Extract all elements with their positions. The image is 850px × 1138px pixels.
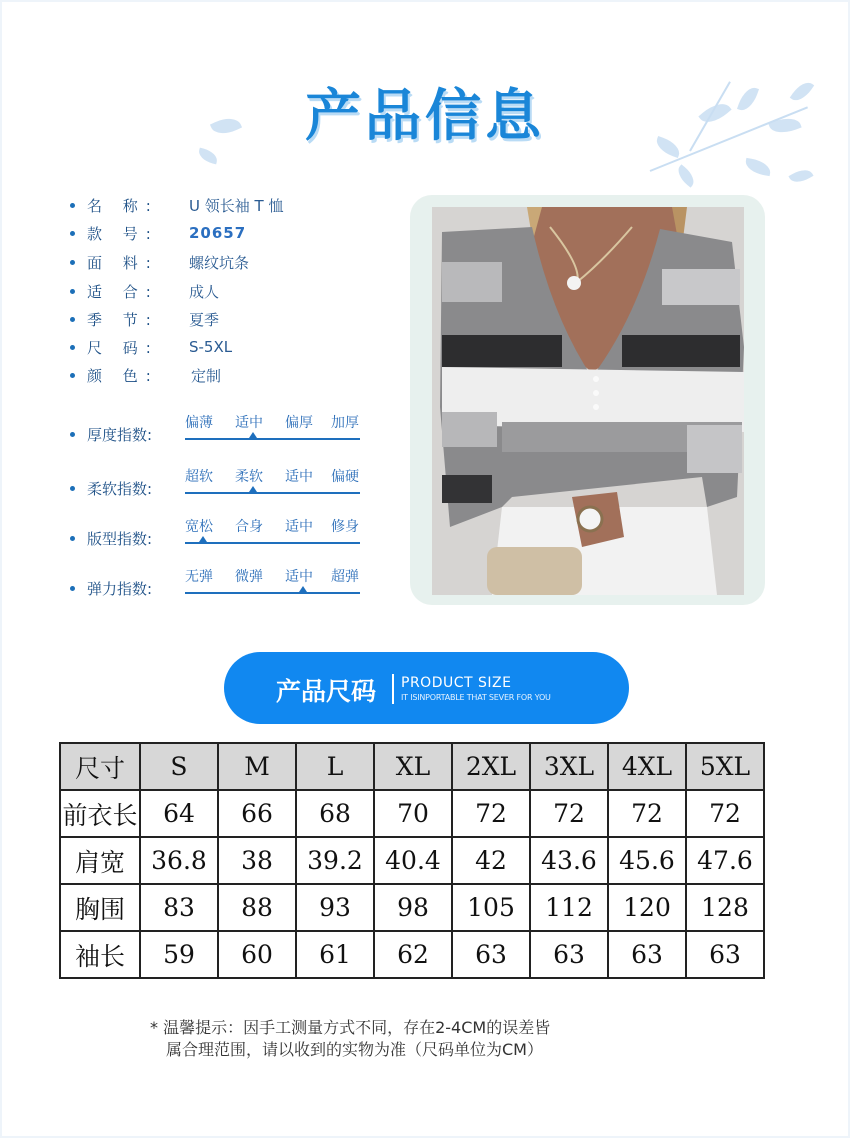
index-option: 适中 [285,569,313,585]
info-label: 面 料: [87,253,159,272]
table-cell: 61 [296,931,374,978]
table-row [60,884,764,931]
banner-title-cn: 产品尺码 [276,677,377,706]
table-cell: 64 [140,790,218,837]
bullet-icon [70,317,75,322]
product-size-banner [224,652,629,724]
table-row [60,790,764,837]
product-photo [432,207,744,595]
table-cell: 59 [140,931,218,978]
index-scale-line [185,438,360,440]
index-option: 超弹 [331,569,359,585]
info-label: 适 合: [87,282,159,301]
index-label: 版型指数: [70,528,152,549]
index-options [185,516,360,542]
table-cell: 66 [218,790,296,837]
info-row-season [70,308,219,330]
info-value: 夏季 [189,310,220,329]
info-value: 20657 [189,224,247,242]
index-options [185,412,360,438]
table-cell: 63 [608,931,686,978]
table-cell: 63 [530,931,608,978]
table-cell: 88 [218,884,296,931]
bullet-icon [70,373,75,378]
table-cell: 83 [140,884,218,931]
table-cell: 105 [452,884,530,931]
info-row-fabric [70,251,249,273]
info-row-color [70,364,221,386]
info-row-style-number [70,222,246,244]
table-cell: 39.2 [296,837,374,884]
table-cell: 袖长 [60,931,140,978]
table-cell: 40.4 [374,837,452,884]
table-cell: 60 [218,931,296,978]
table-cell: 42 [452,837,530,884]
info-label: 尺 码: [87,338,159,357]
note-line-2: 属合理范围，请以收到的实物为准（尺码单位为CM） [166,1040,543,1059]
info-label: 名 称: [87,196,159,215]
index-options [185,566,360,592]
info-value: 定制 [191,366,222,385]
table-cell: 112 [530,884,608,931]
info-value: 螺纹坑条 [189,253,250,272]
bullet-icon [70,536,75,541]
index-option: 合身 [235,519,263,535]
info-value: 成人 [189,282,220,301]
banner-title-en: PRODUCT SIZE [401,675,512,691]
index-option: 柔软 [235,469,263,485]
index-label: 厚度指数: [70,424,152,445]
fit-index [70,516,370,556]
index-selected-marker-icon [199,536,207,542]
table-header-cell: 5XL [686,743,764,790]
bullet-icon [70,260,75,265]
info-label: 款 号: [87,224,159,243]
note-line-1: * 温馨提示：因手工测量方式不同，存在2-4CM的误差皆 [150,1018,551,1037]
index-selected-marker-icon [299,586,307,592]
table-header-cell: 2XL [452,743,530,790]
info-label: 颜 色: [87,366,159,385]
index-scale-line [185,492,360,494]
index-option: 偏厚 [285,415,313,431]
index-selected-marker-icon [249,486,257,492]
table-row [60,837,764,884]
index-option: 适中 [285,519,313,535]
banner-divider [392,674,394,704]
table-cell: 36.8 [140,837,218,884]
table-cell: 38 [218,837,296,884]
index-option: 偏硬 [331,469,359,485]
table-cell: 120 [608,884,686,931]
table-cell: 72 [452,790,530,837]
index-option: 适中 [235,415,263,431]
index-scale-line [185,542,360,544]
page-title: 产品信息 [305,84,545,149]
index-scale-line [185,592,360,594]
table-cell: 43.6 [530,837,608,884]
index-option: 微弹 [235,569,263,585]
table-cell: 70 [374,790,452,837]
index-selected-marker-icon [249,432,257,438]
table-cell: 45.6 [608,837,686,884]
table-cell: 72 [530,790,608,837]
table-row [60,931,764,978]
table-header-cell: L [296,743,374,790]
index-option: 适中 [285,469,313,485]
table-header-cell: 4XL [608,743,686,790]
elasticity-index [70,566,370,606]
table-cell: 47.6 [686,837,764,884]
info-row-size [70,336,232,358]
info-row-suitable [70,280,219,302]
table-cell: 62 [374,931,452,978]
thickness-index [70,412,370,452]
bullet-icon [70,231,75,236]
bullet-icon [70,432,75,437]
index-option: 偏薄 [185,415,213,431]
info-label: 季 节: [87,310,159,329]
bullet-icon [70,289,75,294]
index-options [185,466,360,492]
table-cell: 63 [686,931,764,978]
table-cell: 胸围 [60,884,140,931]
bullet-icon [70,203,75,208]
index-option: 超软 [185,469,213,485]
index-option: 无弹 [185,569,213,585]
table-header-cell: XL [374,743,452,790]
table-header-cell: S [140,743,218,790]
bullet-icon [70,586,75,591]
info-row-name [70,194,283,216]
size-table [59,742,765,979]
index-label: 柔软指数: [70,478,152,499]
table-header-cell: 尺寸 [60,743,140,790]
table-cell: 63 [452,931,530,978]
bullet-icon [70,345,75,350]
table-header-cell: M [218,743,296,790]
info-value: U 领长袖 T 恤 [189,196,284,215]
table-header-cell: 3XL [530,743,608,790]
table-cell: 前衣长 [60,790,140,837]
banner-subtitle: IT ISINPORTABLE THAT SEVER FOR YOU [401,693,551,702]
table-cell: 98 [374,884,452,931]
table-cell: 72 [608,790,686,837]
table-cell: 93 [296,884,374,931]
info-value: S-5XL [189,338,233,356]
measurement-note [150,1017,550,1061]
table-header-row [60,743,764,790]
table-cell: 128 [686,884,764,931]
bullet-icon [70,486,75,491]
model-wearing-shirt-image [432,207,744,595]
table-cell: 72 [686,790,764,837]
softness-index [70,466,370,506]
index-option: 宽松 [185,519,213,535]
table-cell: 68 [296,790,374,837]
index-option: 修身 [331,519,359,535]
table-cell: 肩宽 [60,837,140,884]
index-option: 加厚 [331,415,359,431]
index-label: 弹力指数: [70,578,152,599]
